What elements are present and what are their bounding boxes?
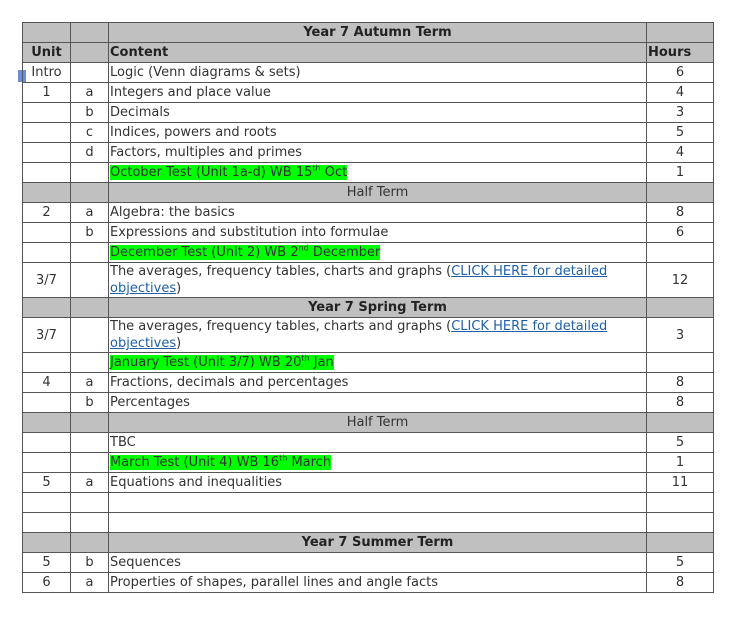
- table-row: TBC 5: [23, 433, 714, 453]
- table-row: c Indices, powers and roots 5: [23, 123, 714, 143]
- test-row: [23, 243, 714, 263]
- table-row: 5 a Equations and inequalities 11: [23, 473, 714, 493]
- half-term-row: Half Term: [23, 183, 714, 203]
- table-row: b Percentages 8: [23, 393, 714, 413]
- column-header-row: [23, 43, 714, 63]
- table-row: Intro Logic (Venn diagrams & sets) 6: [23, 63, 714, 83]
- scheme-of-work-table: [22, 22, 714, 593]
- table-row: 4 a Fractions, decimals and percentages 8: [23, 373, 714, 393]
- content-header: Content: [109, 43, 647, 63]
- summer-term-title: Year 7 Summer Term: [109, 533, 647, 553]
- spring-term-title: Year 7 Spring Term: [109, 298, 647, 318]
- table-row: d Factors, multiples and primes 4: [23, 143, 714, 163]
- half-term-row: Half Term: [23, 413, 714, 433]
- test-row: October Test (Unit 1a-d) WB 15th Oct 1: [23, 163, 714, 183]
- hours-header: Hours: [647, 43, 714, 63]
- october-test-label: October Test (Unit 1a-d) WB 15th Oct: [110, 163, 348, 180]
- table-row: 5 b Sequences 5: [23, 553, 714, 573]
- test-row: March Test (Unit 4) WB 16th March 1: [23, 453, 714, 473]
- table-row: 1 a Integers and place value 4: [23, 83, 714, 103]
- term-header-row: [23, 298, 714, 318]
- detailed-objectives-link[interactable]: CLICK HERE for detailed objectives: [110, 264, 608, 296]
- empty-row: [23, 513, 714, 533]
- january-test-label: January Test (Unit 3/7) WB 20th Jan: [110, 353, 334, 370]
- table-row: b Expressions and substitution into formulae 6: [23, 223, 714, 243]
- table-row: 6 a Properties of shapes, parallel lines and angle facts 8: [23, 573, 714, 593]
- unit-header: Unit: [23, 43, 71, 63]
- test-row: [23, 353, 714, 373]
- term-header-row: [23, 533, 714, 553]
- march-test-label: March Test (Unit 4) WB 16th March: [110, 453, 332, 470]
- table-row: b Decimals 3: [23, 103, 714, 123]
- table-row: 3/7 The averages, frequency tables, charts and graphs (CLICK HERE for detailed objectives) 12: [23, 263, 714, 298]
- empty-row: [23, 493, 714, 513]
- table-row: 2 a Algebra: the basics 8: [23, 203, 714, 223]
- table-row: 3/7 The averages, frequency tables, charts and graphs (CLICK HERE for detailed objectives) 3: [23, 318, 714, 353]
- term-header-row: [23, 23, 714, 43]
- detailed-objectives-link[interactable]: CLICK HERE for detailed objectives: [110, 319, 608, 351]
- december-test-label: December Test (Unit 2) WB 2nd December: [110, 243, 381, 260]
- autumn-term-title: Year 7 Autumn Term: [109, 23, 647, 43]
